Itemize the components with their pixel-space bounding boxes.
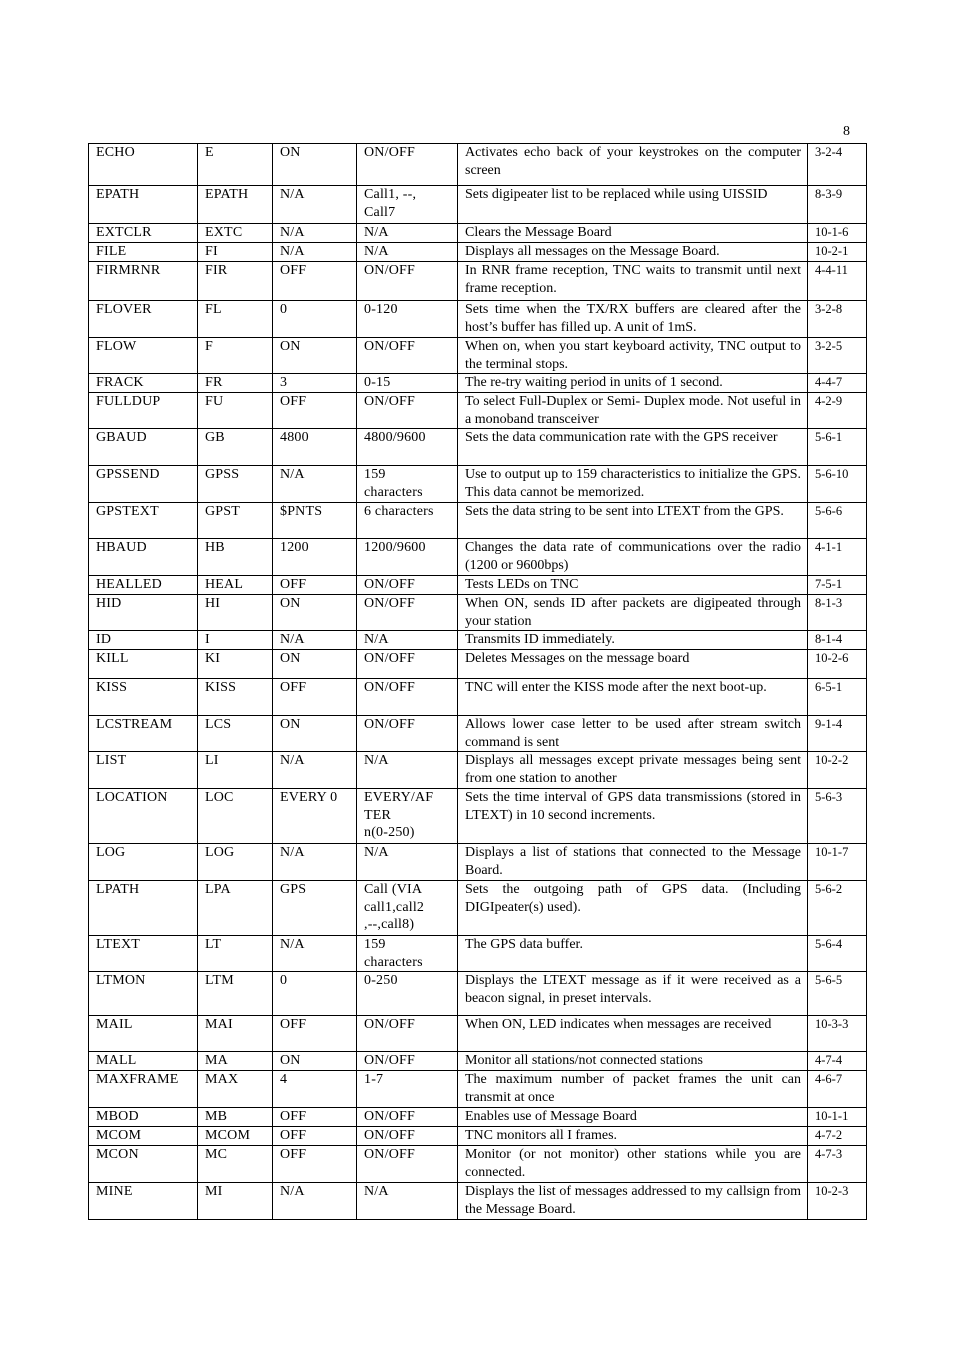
default-value: N/A <box>273 224 357 243</box>
section-reference: 6-5-1 <box>808 679 867 716</box>
command-abbreviation: MI <box>198 1183 273 1220</box>
parameter-range: 159 characters <box>357 466 458 503</box>
parameter-range: ON/OFF <box>357 650 458 679</box>
table-row <box>89 631 867 650</box>
command-abbreviation: MAX <box>198 1071 273 1108</box>
command-description: Clears the Message Board <box>458 224 808 243</box>
parameter-range: N/A <box>357 844 458 881</box>
command-description: Displays all messages on the Message Board. <box>458 243 808 262</box>
command-name: FRACK <box>89 374 198 393</box>
command-abbreviation: MCOM <box>198 1127 273 1146</box>
default-value: OFF <box>273 1016 357 1052</box>
table-row <box>89 595 867 631</box>
command-name: LTEXT <box>89 936 198 972</box>
default-value: 1200 <box>273 539 357 576</box>
command-description: Activates echo back of your keystrokes on the computer screen <box>458 144 808 186</box>
command-description: Sets time when the TX/RX buffers are cleared after the host’s buffer has filled up. A unit of 1mS. <box>458 301 808 338</box>
command-name: KISS <box>89 679 198 716</box>
parameter-range: 0-15 <box>357 374 458 393</box>
command-name: FULLDUP <box>89 393 198 429</box>
command-abbreviation: MB <box>198 1108 273 1127</box>
table-row <box>89 1127 867 1146</box>
section-reference: 3-2-5 <box>808 338 867 374</box>
command-description: Monitor all stations/not connected stations <box>458 1052 808 1071</box>
command-name: MINE <box>89 1183 198 1220</box>
parameter-range: ON/OFF <box>357 1127 458 1146</box>
command-abbreviation: LT <box>198 936 273 972</box>
command-abbreviation: FI <box>198 243 273 262</box>
table-row <box>89 301 867 338</box>
command-abbreviation: MAI <box>198 1016 273 1052</box>
default-value: ON <box>273 1052 357 1071</box>
table-row <box>89 576 867 595</box>
default-value: N/A <box>273 844 357 881</box>
command-description: To select Full-Duplex or Semi- Duplex mode. Not useful in a monoband transceiver <box>458 393 808 429</box>
command-name: MCOM <box>89 1127 198 1146</box>
command-name: MCON <box>89 1146 198 1183</box>
section-reference: 10-2-1 <box>808 243 867 262</box>
section-reference: 4-2-9 <box>808 393 867 429</box>
command-abbreviation: EXTC <box>198 224 273 243</box>
section-reference: 5-6-6 <box>808 503 867 539</box>
parameter-range: ON/OFF <box>357 1052 458 1071</box>
section-reference: 8-1-3 <box>808 595 867 631</box>
default-value: OFF <box>273 262 357 301</box>
table-row <box>89 186 867 224</box>
command-name: LOCATION <box>89 789 198 844</box>
command-abbreviation: MC <box>198 1146 273 1183</box>
section-reference: 4-7-2 <box>808 1127 867 1146</box>
table-row <box>89 1183 867 1220</box>
command-name: HBAUD <box>89 539 198 576</box>
parameter-range: ON/OFF <box>357 144 458 186</box>
command-description: Sets digipeater list to be replaced while using UISSID <box>458 186 808 224</box>
table-row <box>89 466 867 503</box>
command-abbreviation: FL <box>198 301 273 338</box>
command-name: MALL <box>89 1052 198 1071</box>
table-row <box>89 1108 867 1127</box>
section-reference: 4-1-1 <box>808 539 867 576</box>
command-name: MAIL <box>89 1016 198 1052</box>
parameter-range: 1-7 <box>357 1071 458 1108</box>
default-value: OFF <box>273 1127 357 1146</box>
command-description: When on, when you start keyboard activity, TNC output to the terminal stops. <box>458 338 808 374</box>
table-row <box>89 539 867 576</box>
parameter-range: Call1, --, Call7 <box>357 186 458 224</box>
default-value: ON <box>273 716 357 752</box>
command-name: GPSTEXT <box>89 503 198 539</box>
parameter-range: ON/OFF <box>357 576 458 595</box>
section-reference: 5-6-4 <box>808 936 867 972</box>
section-reference: 5-6-3 <box>808 789 867 844</box>
command-name: LPATH <box>89 881 198 936</box>
command-name: FLOW <box>89 338 198 374</box>
default-value: OFF <box>273 1108 357 1127</box>
table-row <box>89 393 867 429</box>
default-value: ON <box>273 650 357 679</box>
parameter-range: ON/OFF <box>357 595 458 631</box>
table-row <box>89 752 867 789</box>
command-description: The maximum number of packet frames the unit can transmit at once <box>458 1071 808 1108</box>
default-value: OFF <box>273 1146 357 1183</box>
section-reference: 4-7-3 <box>808 1146 867 1183</box>
default-value: N/A <box>273 752 357 789</box>
section-reference: 9-1-4 <box>808 716 867 752</box>
table-row <box>89 374 867 393</box>
parameter-range: ON/OFF <box>357 338 458 374</box>
default-value: $PNTS <box>273 503 357 539</box>
parameter-range: EVERY/AF TER n(0-250) <box>357 789 458 844</box>
command-description: When ON, LED indicates when messages are received <box>458 1016 808 1052</box>
command-table <box>88 143 867 1220</box>
command-abbreviation: HI <box>198 595 273 631</box>
parameter-range: N/A <box>357 224 458 243</box>
command-description: When ON, sends ID after packets are digipeated through your station <box>458 595 808 631</box>
default-value: GPS <box>273 881 357 936</box>
command-abbreviation: MA <box>198 1052 273 1071</box>
table-row <box>89 338 867 374</box>
table-row <box>89 844 867 881</box>
command-abbreviation: E <box>198 144 273 186</box>
parameter-range: Call (VIA call1,call2 ,--,call8) <box>357 881 458 936</box>
section-reference: 10-1-7 <box>808 844 867 881</box>
section-reference: 10-1-1 <box>808 1108 867 1127</box>
table-row <box>89 1016 867 1052</box>
section-reference: 5-6-10 <box>808 466 867 503</box>
command-abbreviation: LOG <box>198 844 273 881</box>
parameter-range: ON/OFF <box>357 393 458 429</box>
command-description: Sets the data string to be sent into LTEXT from the GPS. <box>458 503 808 539</box>
command-description: The re-try waiting period in units of 1 second. <box>458 374 808 393</box>
table-row <box>89 1052 867 1071</box>
command-abbreviation: FIR <box>198 262 273 301</box>
section-reference: 5-6-5 <box>808 972 867 1016</box>
command-name: LOG <box>89 844 198 881</box>
section-reference: 3-2-4 <box>808 144 867 186</box>
command-abbreviation: LCS <box>198 716 273 752</box>
table-row <box>89 429 867 466</box>
default-value: N/A <box>273 1183 357 1220</box>
section-reference: 10-2-3 <box>808 1183 867 1220</box>
command-name: HID <box>89 595 198 631</box>
command-abbreviation: I <box>198 631 273 650</box>
default-value: N/A <box>273 936 357 972</box>
section-reference: 4-6-7 <box>808 1071 867 1108</box>
command-description: Allows lower case letter to be used after stream switch command is sent <box>458 716 808 752</box>
command-description: Displays the list of messages addressed to my callsign from the Message Board. <box>458 1183 808 1220</box>
command-abbreviation: GPSS <box>198 466 273 503</box>
command-name: LIST <box>89 752 198 789</box>
command-abbreviation: GPST <box>198 503 273 539</box>
parameter-range: N/A <box>357 631 458 650</box>
default-value: 4 <box>273 1071 357 1108</box>
parameter-range: N/A <box>357 1183 458 1220</box>
parameter-range: N/A <box>357 752 458 789</box>
default-value: N/A <box>273 631 357 650</box>
default-value: OFF <box>273 576 357 595</box>
command-description: Sets the outgoing path of GPS data. (Including DIGIpeater(s) used). <box>458 881 808 936</box>
default-value: ON <box>273 338 357 374</box>
command-description: Displays the LTEXT message as if it were received as a beacon signal, in preset intervals. <box>458 972 808 1016</box>
parameter-range: 0-120 <box>357 301 458 338</box>
section-reference: 8-1-4 <box>808 631 867 650</box>
command-name: MBOD <box>89 1108 198 1127</box>
table-row <box>89 972 867 1016</box>
page-number: 8 <box>843 124 850 139</box>
parameter-range: 6 characters <box>357 503 458 539</box>
command-abbreviation: FR <box>198 374 273 393</box>
section-reference: 4-7-4 <box>808 1052 867 1071</box>
command-name: GPSSEND <box>89 466 198 503</box>
command-description: TNC will enter the KISS mode after the next boot-up. <box>458 679 808 716</box>
parameter-range: ON/OFF <box>357 679 458 716</box>
command-description: Deletes Messages on the message board <box>458 650 808 679</box>
command-abbreviation: HEAL <box>198 576 273 595</box>
command-description: Monitor (or not monitor) other stations while you are connected. <box>458 1146 808 1183</box>
command-description: Displays all messages except private messages being sent from one station to another <box>458 752 808 789</box>
default-value: N/A <box>273 243 357 262</box>
command-description: Transmits ID immediately. <box>458 631 808 650</box>
section-reference: 7-5-1 <box>808 576 867 595</box>
section-reference: 5-6-2 <box>808 881 867 936</box>
default-value: OFF <box>273 679 357 716</box>
section-reference: 4-4-7 <box>808 374 867 393</box>
command-name: ID <box>89 631 198 650</box>
parameter-range: 159 characters <box>357 936 458 972</box>
command-name: EPATH <box>89 186 198 224</box>
command-description: Tests LEDs on TNC <box>458 576 808 595</box>
command-name: LTMON <box>89 972 198 1016</box>
parameter-range: 4800/9600 <box>357 429 458 466</box>
command-description: Sets the time interval of GPS data transmissions (stored in LTEXT) in 10 second increments. <box>458 789 808 844</box>
command-abbreviation: GB <box>198 429 273 466</box>
command-abbreviation: EPATH <box>198 186 273 224</box>
command-description: Enables use of Message Board <box>458 1108 808 1127</box>
table-row <box>89 243 867 262</box>
table-row <box>89 936 867 972</box>
section-reference: 8-3-9 <box>808 186 867 224</box>
command-abbreviation: LOC <box>198 789 273 844</box>
default-value: 4800 <box>273 429 357 466</box>
command-name: FIRMRNR <box>89 262 198 301</box>
command-name: HEALLED <box>89 576 198 595</box>
table-row <box>89 262 867 301</box>
table-row <box>89 650 867 679</box>
parameter-range: ON/OFF <box>357 1016 458 1052</box>
section-reference: 10-2-6 <box>808 650 867 679</box>
command-abbreviation: FU <box>198 393 273 429</box>
table-row <box>89 1071 867 1108</box>
section-reference: 4-4-11 <box>808 262 867 301</box>
table-row <box>89 881 867 936</box>
default-value: N/A <box>273 466 357 503</box>
command-name: KILL <box>89 650 198 679</box>
command-abbreviation: LI <box>198 752 273 789</box>
command-description: Sets the data communication rate with the GPS receiver <box>458 429 808 466</box>
default-value: 0 <box>273 972 357 1016</box>
command-name: MAXFRAME <box>89 1071 198 1108</box>
command-name: FLOVER <box>89 301 198 338</box>
default-value: ON <box>273 595 357 631</box>
command-abbreviation: KISS <box>198 679 273 716</box>
parameter-range: ON/OFF <box>357 1108 458 1127</box>
table-row <box>89 716 867 752</box>
command-abbreviation: HB <box>198 539 273 576</box>
default-value: N/A <box>273 186 357 224</box>
section-reference: 10-2-2 <box>808 752 867 789</box>
section-reference: 3-2-8 <box>808 301 867 338</box>
table-row <box>89 1146 867 1183</box>
default-value: EVERY 0 <box>273 789 357 844</box>
default-value: ON <box>273 144 357 186</box>
command-description: In RNR frame reception, TNC waits to transmit until next frame reception. <box>458 262 808 301</box>
command-description: TNC monitors all I frames. <box>458 1127 808 1146</box>
parameter-range: 1200/9600 <box>357 539 458 576</box>
parameter-range: ON/OFF <box>357 716 458 752</box>
parameter-range: N/A <box>357 243 458 262</box>
command-abbreviation: LPA <box>198 881 273 936</box>
table-row <box>89 224 867 243</box>
section-reference: 10-1-6 <box>808 224 867 243</box>
command-name: LCSTREAM <box>89 716 198 752</box>
command-description: Displays a list of stations that connected to the Message Board. <box>458 844 808 881</box>
command-name: FILE <box>89 243 198 262</box>
command-abbreviation: KI <box>198 650 273 679</box>
command-description: Use to output up to 159 characteristics to initialize the GPS. This data cannot be memorized. <box>458 466 808 503</box>
table-row <box>89 503 867 539</box>
command-name: EXTCLR <box>89 224 198 243</box>
parameter-range: ON/OFF <box>357 262 458 301</box>
command-description: The GPS data buffer. <box>458 936 808 972</box>
table-row <box>89 789 867 844</box>
parameter-range: ON/OFF <box>357 1146 458 1183</box>
command-table-body <box>89 144 867 1220</box>
command-name: GBAUD <box>89 429 198 466</box>
table-row <box>89 144 867 186</box>
parameter-range: 0-250 <box>357 972 458 1016</box>
command-abbreviation: LTM <box>198 972 273 1016</box>
section-reference: 5-6-1 <box>808 429 867 466</box>
default-value: OFF <box>273 393 357 429</box>
command-description: Changes the data rate of communications over the radio (1200 or 9600bps) <box>458 539 808 576</box>
default-value: 0 <box>273 301 357 338</box>
command-abbreviation: F <box>198 338 273 374</box>
section-reference: 10-3-3 <box>808 1016 867 1052</box>
command-name: ECHO <box>89 144 198 186</box>
table-row <box>89 679 867 716</box>
default-value: 3 <box>273 374 357 393</box>
